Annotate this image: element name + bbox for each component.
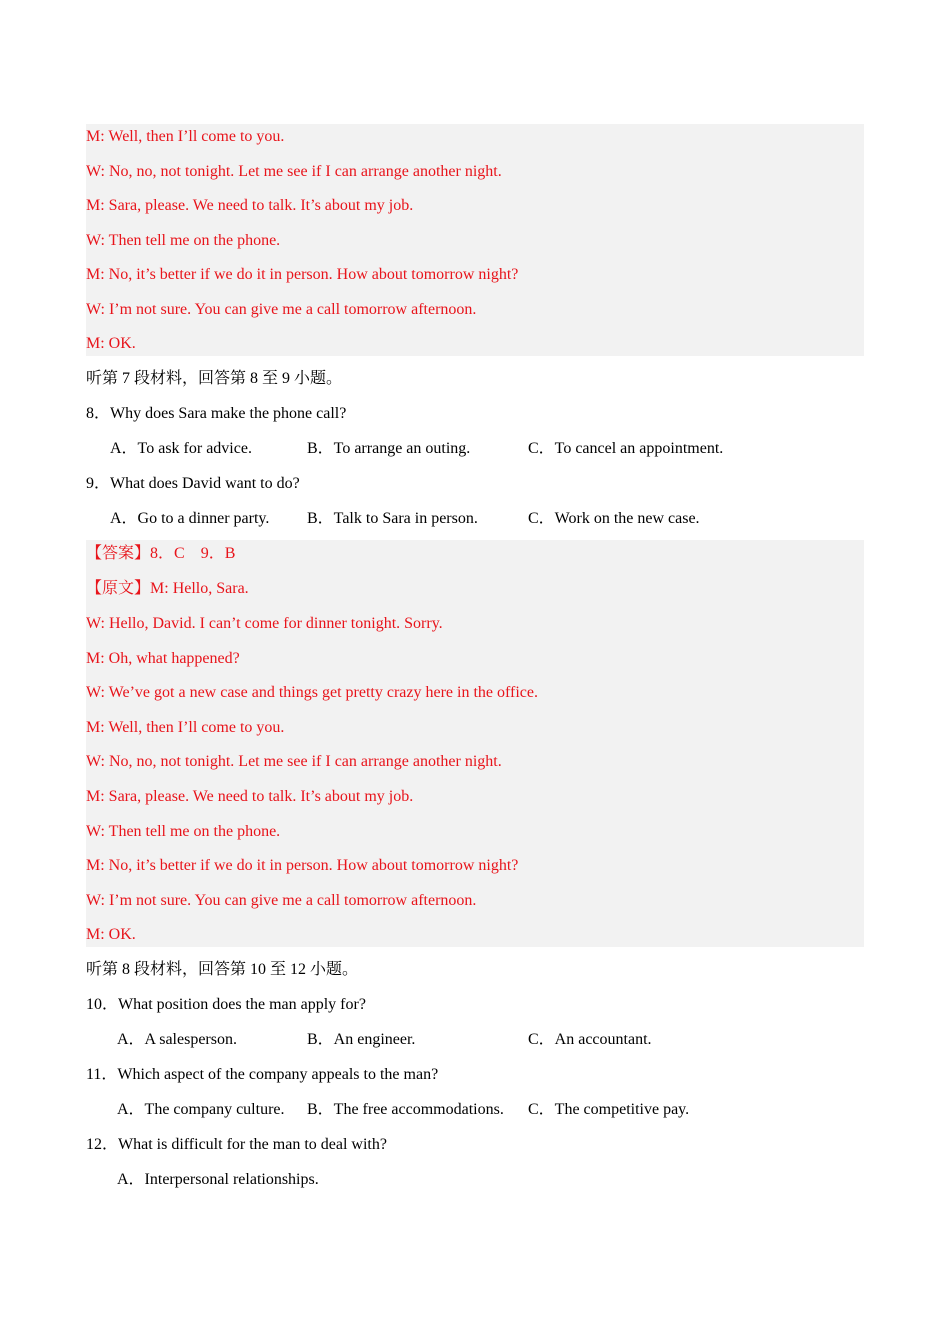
question-10: 10．What position does the man apply for? bbox=[86, 996, 366, 1013]
transcript-line: M: Sara, please. We need to talk. It’s about my job. bbox=[86, 197, 414, 214]
q9-option-a: A．Go to a dinner party. bbox=[110, 510, 270, 527]
q11-option-c: C．The competitive pay. bbox=[528, 1101, 690, 1118]
transcript-line: M: No, it’s better if we do it in person. How about tomorrow night? bbox=[86, 857, 519, 874]
transcript-line: M: Sara, please. We need to talk. It’s about my job. bbox=[86, 788, 414, 805]
answer-shade bbox=[86, 540, 864, 947]
q10-option-a: A．A salesperson. bbox=[117, 1031, 237, 1048]
answer-value: 8．C 9．B bbox=[150, 545, 236, 562]
q10-option-b: B．An engineer. bbox=[307, 1031, 416, 1048]
transcript-line: M: No, it’s better if we do it in person. How about tomorrow night? bbox=[86, 266, 519, 283]
q8-option-b: B．To arrange an outing. bbox=[307, 440, 471, 457]
q9-option-b: B．Talk to Sara in person. bbox=[307, 510, 478, 527]
section-intro: 听第 7 段材料，回答第 8 至 9 小题。 bbox=[86, 370, 343, 387]
q10-option-c: C．An accountant. bbox=[528, 1031, 652, 1048]
transcript-line: W: No, no, not tonight. Let me see if I can arrange another night. bbox=[86, 163, 502, 180]
transcript-line: W: I’m not sure. You can give me a call tomorrow afternoon. bbox=[86, 892, 477, 909]
transcript-line: M: Well, then I’ll come to you. bbox=[86, 719, 285, 736]
transcript-line: M: OK. bbox=[86, 926, 136, 943]
transcript-line: W: Hello, David. I can’t come for dinner tonight. Sorry. bbox=[86, 615, 443, 632]
transcript-line: M: OK. bbox=[86, 335, 136, 352]
transcript-line: W: Then tell me on the phone. bbox=[86, 232, 281, 249]
q8-option-a: A．To ask for advice. bbox=[110, 440, 252, 457]
section-intro: 听第 8 段材料，回答第 10 至 12 小题。 bbox=[86, 961, 359, 978]
transcript-line: W: I’m not sure. You can give me a call tomorrow afternoon. bbox=[86, 301, 477, 318]
question-8: 8．Why does Sara make the phone call? bbox=[86, 405, 347, 422]
transcript-line: W: No, no, not tonight. Let me see if I can arrange another night. bbox=[86, 753, 502, 770]
q11-option-b: B．The free accommodations. bbox=[307, 1101, 504, 1118]
transcript-line: M: Hello, Sara. bbox=[150, 580, 249, 597]
question-9: 9．What does David want to do? bbox=[86, 475, 300, 492]
q11-option-a: A．The company culture. bbox=[117, 1101, 285, 1118]
source-line bbox=[86, 579, 249, 599]
transcript-line: M: Well, then I’ll come to you. bbox=[86, 128, 285, 145]
transcript-line: W: We’ve got a new case and things get pretty crazy here in the office. bbox=[86, 684, 539, 701]
question-11: 11．Which aspect of the company appeals to the man? bbox=[86, 1066, 439, 1083]
transcript-line: W: Then tell me on the phone. bbox=[86, 823, 281, 840]
answer-label: 【答案】 bbox=[86, 545, 151, 562]
transcript-line: M: Oh, what happened? bbox=[86, 650, 240, 667]
q8-option-c: C．To cancel an appointment. bbox=[528, 440, 724, 457]
question-12: 12．What is difficult for the man to deal with? bbox=[86, 1136, 387, 1153]
q9-option-c: C．Work on the new case. bbox=[528, 510, 700, 527]
q12-option-a: A．Interpersonal relationships. bbox=[117, 1171, 319, 1188]
source-label: 【原文】 bbox=[86, 580, 151, 597]
answer-line bbox=[86, 544, 235, 564]
